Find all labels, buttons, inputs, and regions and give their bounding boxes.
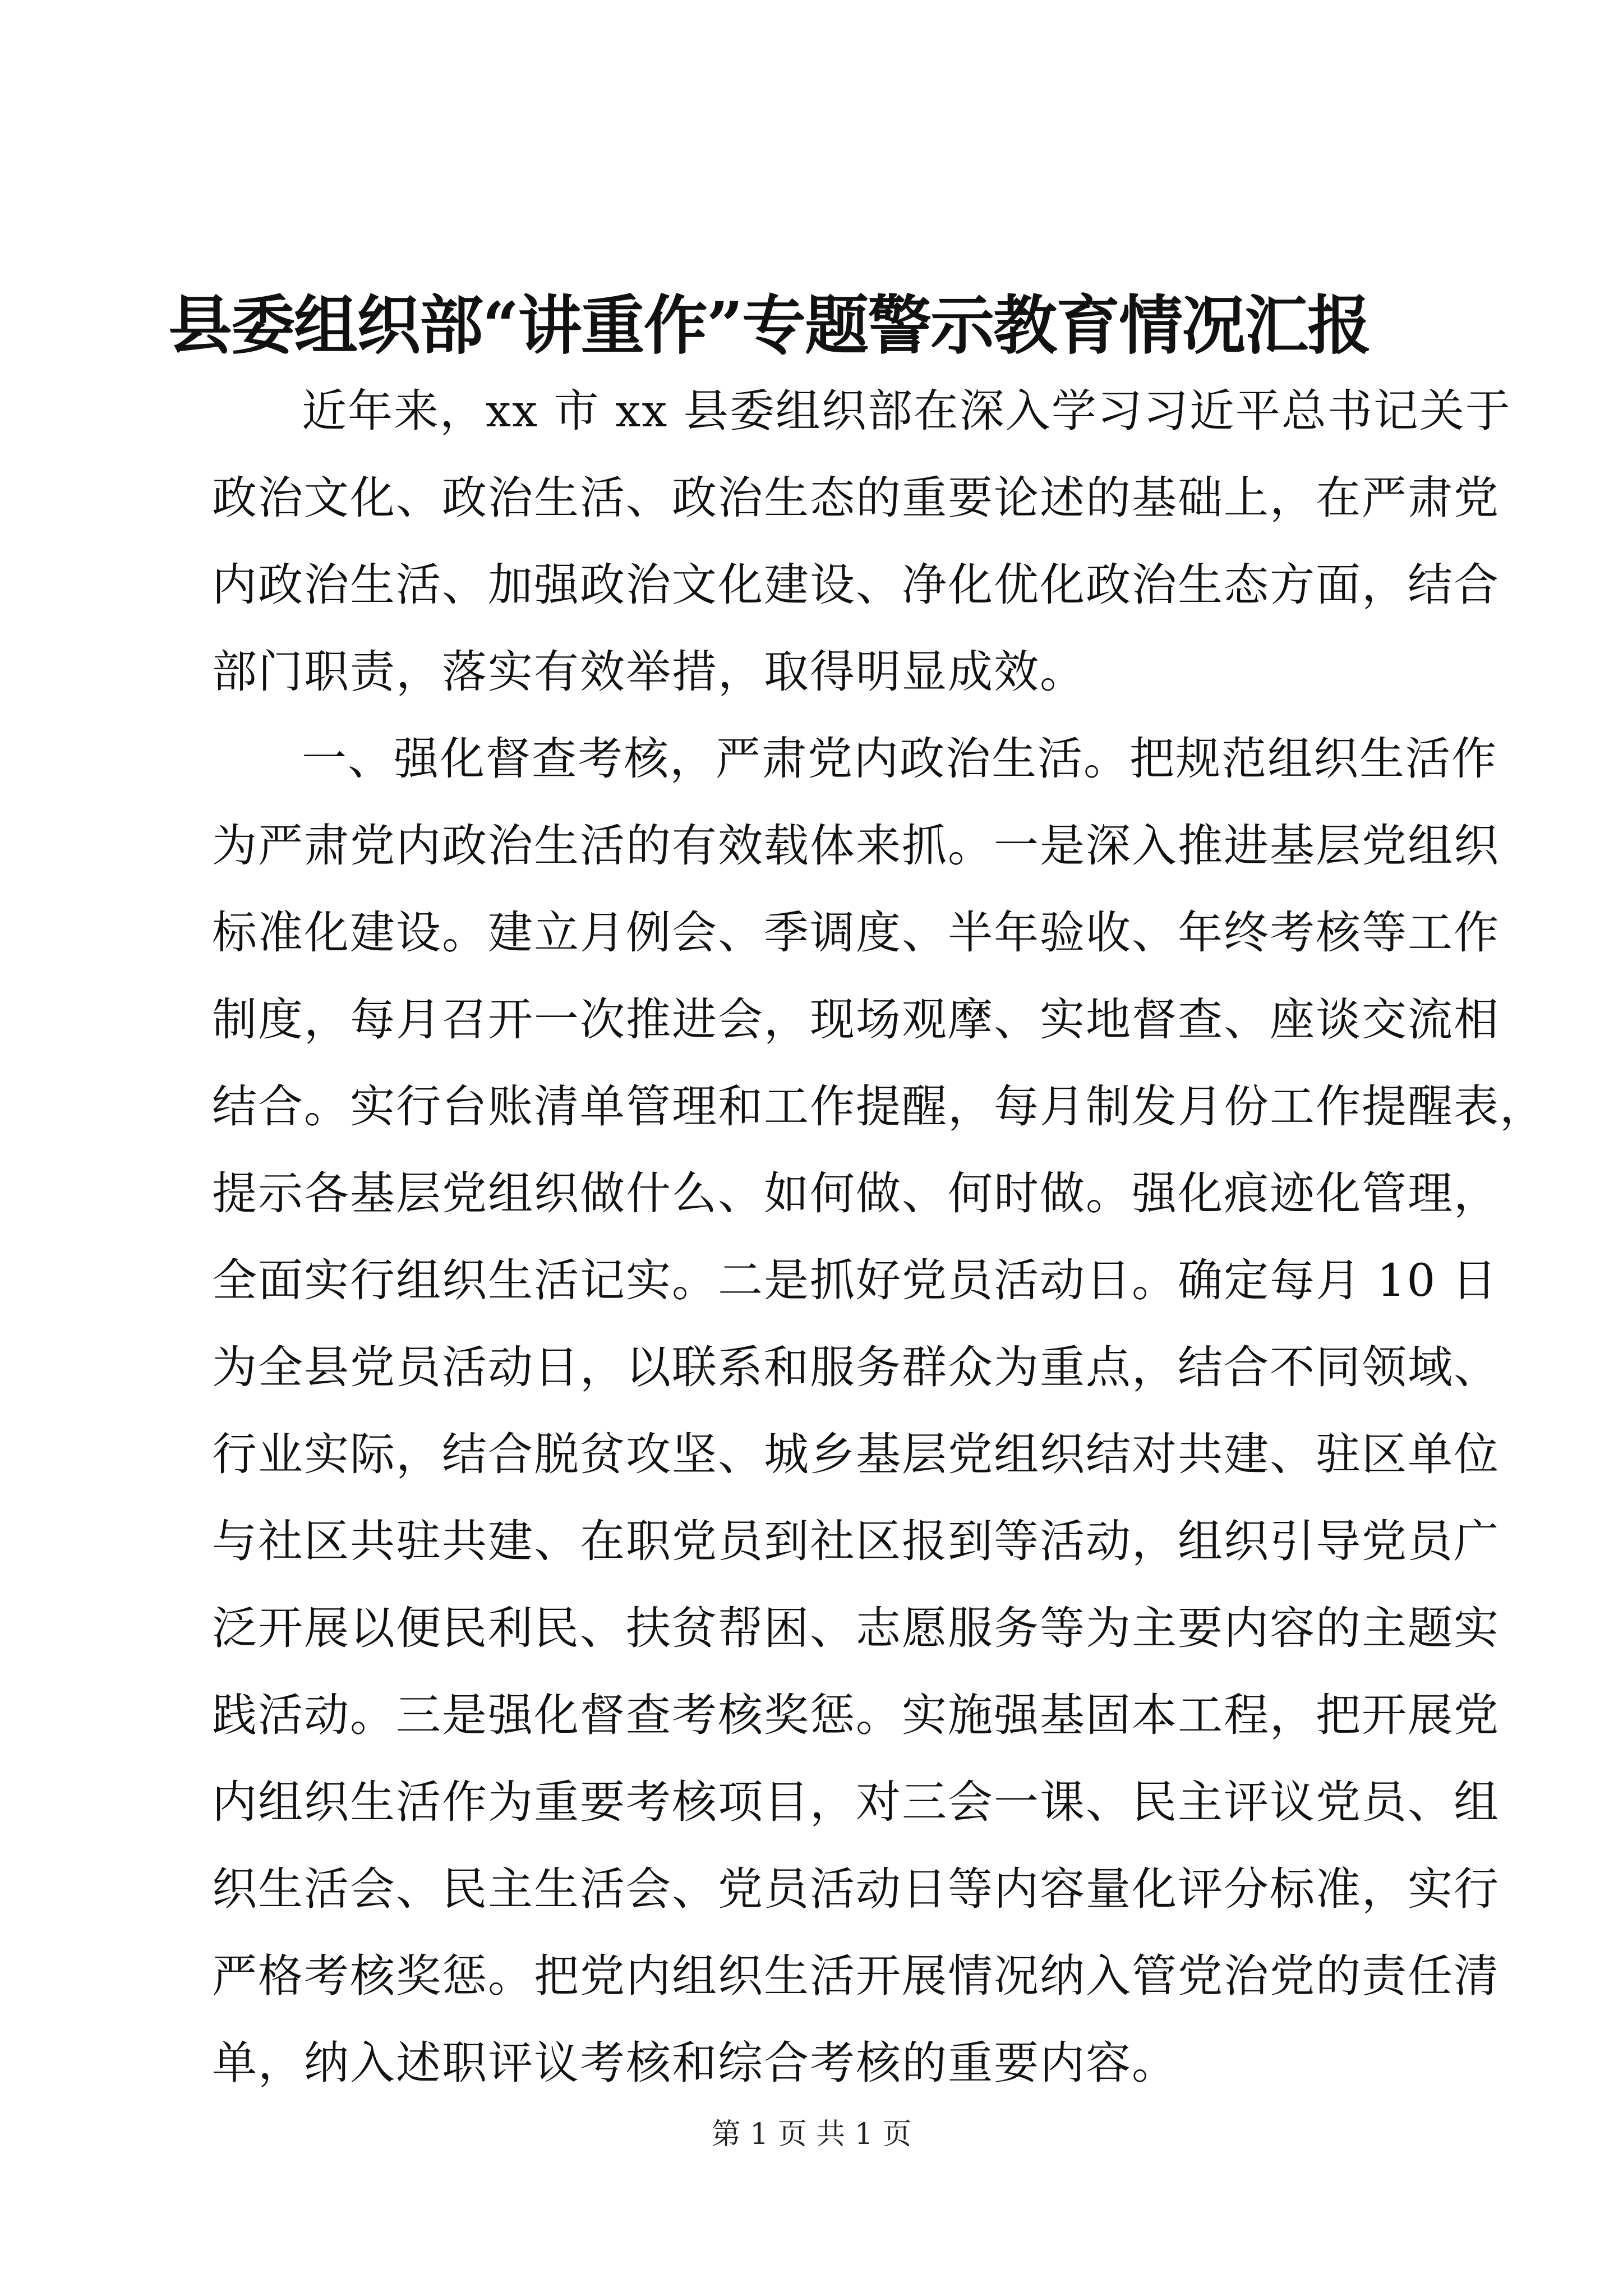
paragraph-2-line-14: 织生活会、民主生活会、党员活动日等内容量化评分标准，实行	[212, 1863, 1500, 1915]
document-title: 县委组织部“讲重作”专题警示教育情况汇报	[168, 288, 1371, 363]
document-body	[212, 367, 1546, 2106]
paragraph-2-line-1: 一、强化督查考核，严肃党内政治生活。把规范组织生活作	[302, 733, 1497, 785]
page-number-footer: 第 1 页 共 1 页	[711, 2118, 912, 2151]
paragraph-2-line-6: 提示各基层党组织做什么、如何做、何时做。强化痕迹化管理，	[212, 1167, 1500, 1220]
paragraph-1-line-1: 近年来，xx 市 xx 县委组织部在深入学习习近平总书记关于	[302, 385, 1511, 437]
paragraph-2-line-5: 结合。实行台账清单管理和工作提醒，每月制发月份工作提醒表，	[212, 1080, 1546, 1133]
paragraph-1-line-2: 政治文化、政治生活、政治生态的重要论述的基础上，在严肃党	[212, 472, 1500, 524]
paragraph-2-line-10: 与社区共驻共建、在职党员到社区报到等活动，组织引导党员广	[212, 1515, 1500, 1567]
paragraph-2-line-11: 泛开展以便民利民、扶贫帮困、志愿服务等为主要内容的主题实	[212, 1602, 1500, 1654]
paragraph-2-line-15: 严格考核奖惩。把党内组织生活开展情况纳入管党治党的责任清	[212, 1950, 1500, 2002]
paragraph-2-line-4: 制度，每月召开一次推进会，现场观摩、实地督查、座谈交流相	[212, 993, 1500, 1046]
paragraph-2-line-7: 全面实行组织生活记实。二是抓好党员活动日。确定每月 10 日	[212, 1254, 1498, 1306]
paragraph-2-line-8: 为全县党员活动日，以联系和服务群众为重点，结合不同领域、	[212, 1341, 1500, 1393]
paragraph-1-line-4: 部门职责，落实有效举措，取得明显成效。	[212, 646, 1086, 698]
paragraph-2-line-16: 单，纳入述职评议考核和综合考核的重要内容。	[212, 2037, 1178, 2089]
paragraph-2-line-3: 标准化建设。建立月例会、季调度、半年验收、年终考核等工作	[212, 907, 1500, 959]
paragraph-2-line-13: 内组织生活作为重要考核项目，对三会一课、民主评议党员、组	[212, 1776, 1500, 1828]
paragraph-1-line-3: 内政治生活、加强政治文化建设、净化优化政治生态方面，结合	[212, 559, 1500, 611]
paragraph-2-line-2: 为严肃党内政治生活的有效载体来抓。一是深入推进基层党组织	[212, 820, 1500, 872]
paragraph-2-line-12: 践活动。三是强化督查考核奖惩。实施强基固本工程，把开展党	[212, 1689, 1500, 1741]
paragraph-2-line-9: 行业实际，结合脱贫攻坚、城乡基层党组织结对共建、驻区单位	[212, 1428, 1500, 1480]
